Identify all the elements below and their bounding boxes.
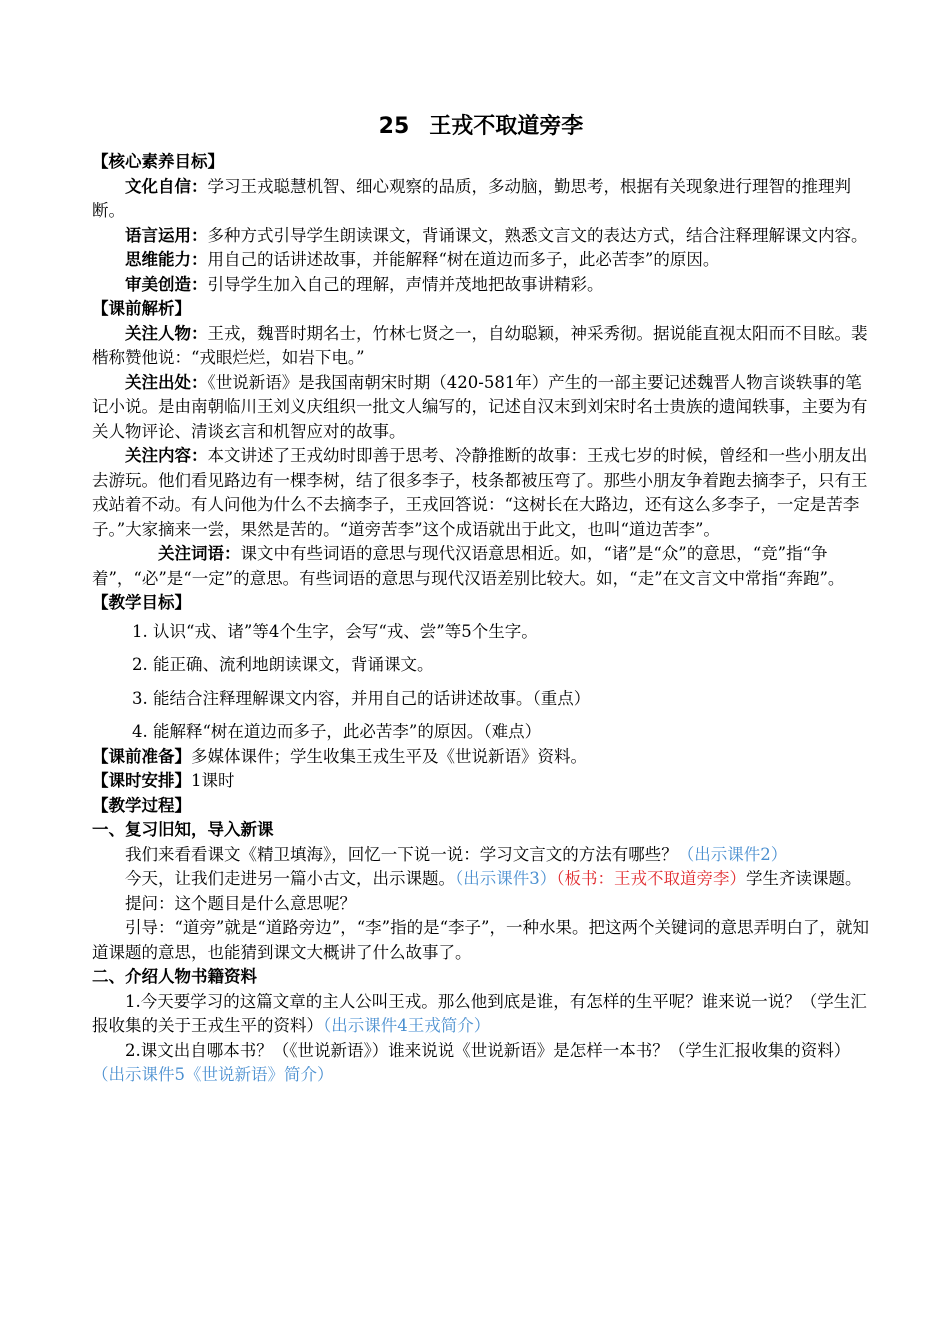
board-note: （板书：王戎不取道旁李） <box>556 869 746 888</box>
core-goal-item: 思维能力：用自己的话讲述故事，并能解释“树在道边而多子，此必苦李”的原因。 <box>125 250 720 269</box>
pre-analysis-header: 【课前解析】 <box>92 299 191 318</box>
pre-analysis-item: 关注出处：《世说新语》是我国南朝宋时期（420-581年）产生的一部主要记述魏晋人物言谈轶事的笔记小说。是由南朝临川王刘义庆组织一批文人编写的，记述自汉末到刘宋时名士贵族的遗闻轶事，主要为有关人物评论、清谈玄言和机智应对的故事。 <box>92 372 868 441</box>
pre-analysis-item: 关注人物：王戎，魏晋时期名士，竹林七贤之一，自幼聪颖，神采秀彻。据说能直视太阳而不目眩。裴楷称赞他说：“戎眼烂烂，如岩下电。” <box>92 323 868 367</box>
lesson-plan-page <box>92 112 870 1088</box>
section-1-title: 一、复习旧知，导入新课 <box>92 820 274 839</box>
teaching-goals-header: 【教学目标】 <box>92 593 191 612</box>
section-1-para: 我们来看看课文《精卫填海》，回忆一下说一说：学习文言文的方法有哪些？（出示课件2） <box>125 844 788 864</box>
courseware-note: （出示课件4王戎简介） <box>323 1016 491 1035</box>
section-1-para: 提问：这个题目是什么意思呢？ <box>125 893 356 913</box>
core-goal-item: 审美创造：引导学生加入自己的理解，声情并茂地把故事讲精彩。 <box>125 274 604 294</box>
lesson-number: 25 <box>378 114 410 139</box>
process-header: 【教学过程】 <box>92 795 191 815</box>
teaching-goal-item: 4. 能解释“树在道边而多子，此必苦李”的原因。（难点） <box>132 722 542 741</box>
preparation-line: 【课前准备】多媒体课件；学生收集王戎生平及《世说新语》资料。 <box>92 746 587 766</box>
core-goal-item: 文化自信：学习王戎聪慧机智、细心观察的品质，多动脑，勤思考，根据有关现象进行理智的推理判断。 <box>92 176 851 220</box>
section-2-title: 二、介绍人物书籍资料 <box>92 967 257 986</box>
courseware-note: （出示课件5《世说新语》简介） <box>92 1065 334 1084</box>
courseware-note: （出示课件3） <box>455 869 557 888</box>
core-goal-item: 语言运用：多种方式引导学生朗读课文，背诵课文，熟悉文言文的表达方式，结合注释理解课文内容。 <box>125 225 868 245</box>
schedule-line: 【课时安排】1课时 <box>92 771 235 790</box>
pre-analysis-item: 关注内容：本文讲述了王戎幼时即善于思考、冷静推断的故事：王戎七岁的时候，曾经和一些小朋友出去游玩。他们看见路边有一棵李树，结了很多李子，枝条都被压弯了。那些小朋友争着跑去摘李子，只有王戎站着不动。有人问他为什么不去摘李子，王戎回答说：“这树长在大路边，还有这么多李子，一定是苦李子。”大家摘来一尝，果然是苦的。“道旁苦李”这个成语就出于此文，也叫“道边苦李”。 <box>92 446 868 539</box>
teaching-goal-item: 3. 能结合注释理解课文内容，并用自己的话讲述故事。（重点） <box>132 688 591 708</box>
pre-analysis-item: 关注词语：课文中有些词语的意思与现代汉语意思相近。如，“诸”是“众”的意思，“竞”指“争着”，“必”是“一定”的意思。有些词语的意思与现代汉语差别比较大。如，“走”在文言文中常指“奔跑”。 <box>92 544 845 588</box>
page-title <box>92 112 870 142</box>
teaching-goal-item: 2. 能正确、流利地朗读课文，背诵课文。 <box>132 655 434 674</box>
section-2-para: 1.今天要学习的这篇文章的主人公叫王戎。那么他到底是谁，有怎样的生平呢？谁来说一说？（学生汇报收集的关于王戎生平的资料）（出示课件4王戎简介） <box>92 991 867 1035</box>
section-1-para: 今天，让我们走进另一篇小古文，出示课题。（出示课件3）（板书：王戎不取道旁李）学生齐读课题。 <box>125 869 862 888</box>
section-2-para: 2.课文出自哪本书？（《世说新语》）谁来说说《世说新语》是怎样一本书？（学生汇报收集的资料）（出示课件5《世说新语》简介） <box>92 1040 851 1084</box>
section-1-para: 引导：“道旁”就是“道路旁边”，“李”指的是“李子”，一种水果。把这两个关键词的意思弄明白了，就知道课题的意思，也能猜到课文大概讲了什么故事了。 <box>92 918 869 962</box>
courseware-note: （出示课件2） <box>677 844 788 864</box>
lesson-title: 王戎不取道旁李 <box>429 114 584 139</box>
core-goals-header: 【核心素养目标】 <box>92 152 224 171</box>
teaching-goal-item: 1. 认识“戎、诸”等4个生字，会写“戎、尝”等5个生字。 <box>132 621 538 641</box>
